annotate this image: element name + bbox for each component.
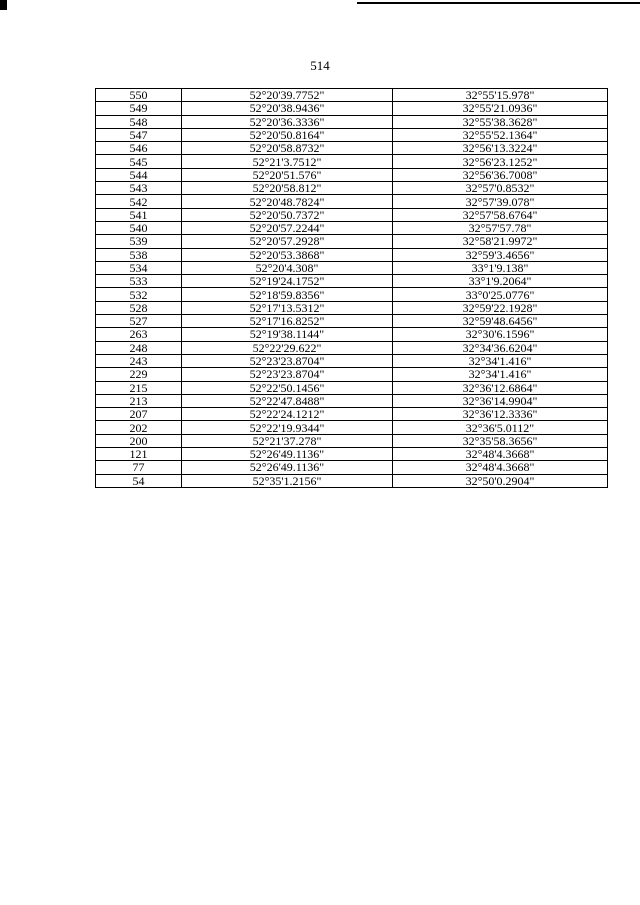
longitude-cell: 32°36'12.6864"	[393, 381, 608, 394]
longitude-cell: 32°35'58.3656"	[393, 434, 608, 447]
longitude-cell: 33°1'9.138"	[393, 261, 608, 274]
longitude-cell: 33°0'25.0776"	[393, 288, 608, 301]
latitude-cell: 52°17'16.8252"	[182, 315, 393, 328]
longitude-cell: 32°34'1.416"	[393, 368, 608, 381]
table-row	[96, 448, 608, 461]
table-row	[96, 182, 608, 195]
longitude-cell: 32°55'21.0936"	[393, 102, 608, 115]
latitude-cell: 52°22'47.8488"	[182, 394, 393, 407]
longitude-cell: 32°59'22.1928"	[393, 301, 608, 314]
point-number-cell: 550	[96, 89, 182, 102]
table-row	[96, 394, 608, 407]
latitude-cell: 52°22'19.9344"	[182, 421, 393, 434]
table-row	[96, 461, 608, 474]
point-number-cell: 229	[96, 368, 182, 381]
point-number-cell: 541	[96, 208, 182, 221]
longitude-cell: 32°57'58.6764"	[393, 208, 608, 221]
longitude-cell: 32°34'1.416"	[393, 354, 608, 367]
scan-artifact-line	[357, 2, 640, 4]
latitude-cell: 52°22'50.1456"	[182, 381, 393, 394]
longitude-cell: 32°57'39.078"	[393, 195, 608, 208]
point-number-cell: 547	[96, 128, 182, 141]
point-number-cell: 544	[96, 168, 182, 181]
point-number-cell: 549	[96, 102, 182, 115]
longitude-cell: 32°55'52.1364"	[393, 128, 608, 141]
point-number-cell: 538	[96, 248, 182, 261]
point-number-cell: 528	[96, 301, 182, 314]
latitude-cell: 52°20'58.8732"	[182, 142, 393, 155]
longitude-cell: 32°59'48.6456"	[393, 315, 608, 328]
scan-artifact-mark	[0, 0, 7, 10]
longitude-cell: 32°50'0.2904"	[393, 474, 608, 487]
table-row	[96, 434, 608, 447]
point-number-cell: 77	[96, 461, 182, 474]
latitude-cell: 52°21'37.278"	[182, 434, 393, 447]
latitude-cell: 52°35'1.2156"	[182, 474, 393, 487]
point-number-cell: 215	[96, 381, 182, 394]
latitude-cell: 52°20'58.812"	[182, 182, 393, 195]
latitude-cell: 52°22'29.622"	[182, 341, 393, 354]
point-number-cell: 548	[96, 115, 182, 128]
point-number-cell: 263	[96, 328, 182, 341]
point-number-cell: 545	[96, 155, 182, 168]
latitude-cell: 52°17'13.5312"	[182, 301, 393, 314]
table-row	[96, 128, 608, 141]
latitude-cell: 52°20'50.8164"	[182, 128, 393, 141]
longitude-cell: 32°48'4.3668"	[393, 461, 608, 474]
table-row	[96, 315, 608, 328]
latitude-cell: 52°26'49.1136"	[182, 461, 393, 474]
table-row	[96, 341, 608, 354]
latitude-cell: 52°20'38.9436"	[182, 102, 393, 115]
latitude-cell: 52°19'24.1752"	[182, 275, 393, 288]
point-number-cell: 532	[96, 288, 182, 301]
coordinates-table	[95, 88, 608, 488]
table-row	[96, 89, 608, 102]
latitude-cell: 52°20'36.3336"	[182, 115, 393, 128]
table-row	[96, 248, 608, 261]
longitude-cell: 32°36'14.9904"	[393, 394, 608, 407]
table-row	[96, 368, 608, 381]
longitude-cell: 32°55'15.978"	[393, 89, 608, 102]
table-row	[96, 275, 608, 288]
point-number-cell: 527	[96, 315, 182, 328]
point-number-cell: 54	[96, 474, 182, 487]
latitude-cell: 52°18'59.8356"	[182, 288, 393, 301]
longitude-cell: 32°57'0.8532"	[393, 182, 608, 195]
point-number-cell: 243	[96, 354, 182, 367]
point-number-cell: 543	[96, 182, 182, 195]
point-number-cell: 542	[96, 195, 182, 208]
point-number-cell: 248	[96, 341, 182, 354]
table-row	[96, 474, 608, 487]
latitude-cell: 52°21'3.7512"	[182, 155, 393, 168]
table-row	[96, 408, 608, 421]
point-number-cell: 534	[96, 261, 182, 274]
table-row	[96, 328, 608, 341]
latitude-cell: 52°20'39.7752"	[182, 89, 393, 102]
latitude-cell: 52°23'23.8704"	[182, 354, 393, 367]
point-number-cell: 213	[96, 394, 182, 407]
point-number-cell: 546	[96, 142, 182, 155]
latitude-cell: 52°22'24.1212"	[182, 408, 393, 421]
table-row	[96, 168, 608, 181]
table-row	[96, 235, 608, 248]
table-row	[96, 155, 608, 168]
latitude-cell: 52°20'51.576"	[182, 168, 393, 181]
latitude-cell: 52°20'57.2244"	[182, 221, 393, 234]
longitude-cell: 32°30'6.1596"	[393, 328, 608, 341]
point-number-cell: 121	[96, 448, 182, 461]
longitude-cell: 33°1'9.2064"	[393, 275, 608, 288]
longitude-cell: 32°55'38.3628"	[393, 115, 608, 128]
longitude-cell: 32°36'12.3336"	[393, 408, 608, 421]
point-number-cell: 207	[96, 408, 182, 421]
table-row	[96, 421, 608, 434]
longitude-cell: 32°56'13.3224"	[393, 142, 608, 155]
latitude-cell: 52°20'4.308"	[182, 261, 393, 274]
longitude-cell: 32°48'4.3668"	[393, 448, 608, 461]
latitude-cell: 52°23'23.8704"	[182, 368, 393, 381]
latitude-cell: 52°20'57.2928"	[182, 235, 393, 248]
longitude-cell: 32°59'3.4656"	[393, 248, 608, 261]
latitude-cell: 52°20'48.7824"	[182, 195, 393, 208]
table-row	[96, 195, 608, 208]
table-row	[96, 221, 608, 234]
table-row	[96, 354, 608, 367]
table-row	[96, 288, 608, 301]
coordinates-table-body	[96, 89, 608, 488]
latitude-cell: 52°19'38.1144"	[182, 328, 393, 341]
page-number: 514	[310, 58, 330, 73]
table-row	[96, 142, 608, 155]
point-number-cell: 202	[96, 421, 182, 434]
table-row	[96, 301, 608, 314]
table-row	[96, 115, 608, 128]
table-row	[96, 102, 608, 115]
longitude-cell: 32°36'5.0112"	[393, 421, 608, 434]
longitude-cell: 32°56'36.7008"	[393, 168, 608, 181]
table-row	[96, 208, 608, 221]
latitude-cell: 52°20'50.7372"	[182, 208, 393, 221]
longitude-cell: 32°57'57.78"	[393, 221, 608, 234]
point-number-cell: 533	[96, 275, 182, 288]
point-number-cell: 200	[96, 434, 182, 447]
latitude-cell: 52°20'53.3868"	[182, 248, 393, 261]
longitude-cell: 32°56'23.1252"	[393, 155, 608, 168]
table-row	[96, 381, 608, 394]
longitude-cell: 32°34'36.6204"	[393, 341, 608, 354]
latitude-cell: 52°26'49.1136"	[182, 448, 393, 461]
table-row	[96, 261, 608, 274]
point-number-cell: 539	[96, 235, 182, 248]
longitude-cell: 32°58'21.9972"	[393, 235, 608, 248]
point-number-cell: 540	[96, 221, 182, 234]
